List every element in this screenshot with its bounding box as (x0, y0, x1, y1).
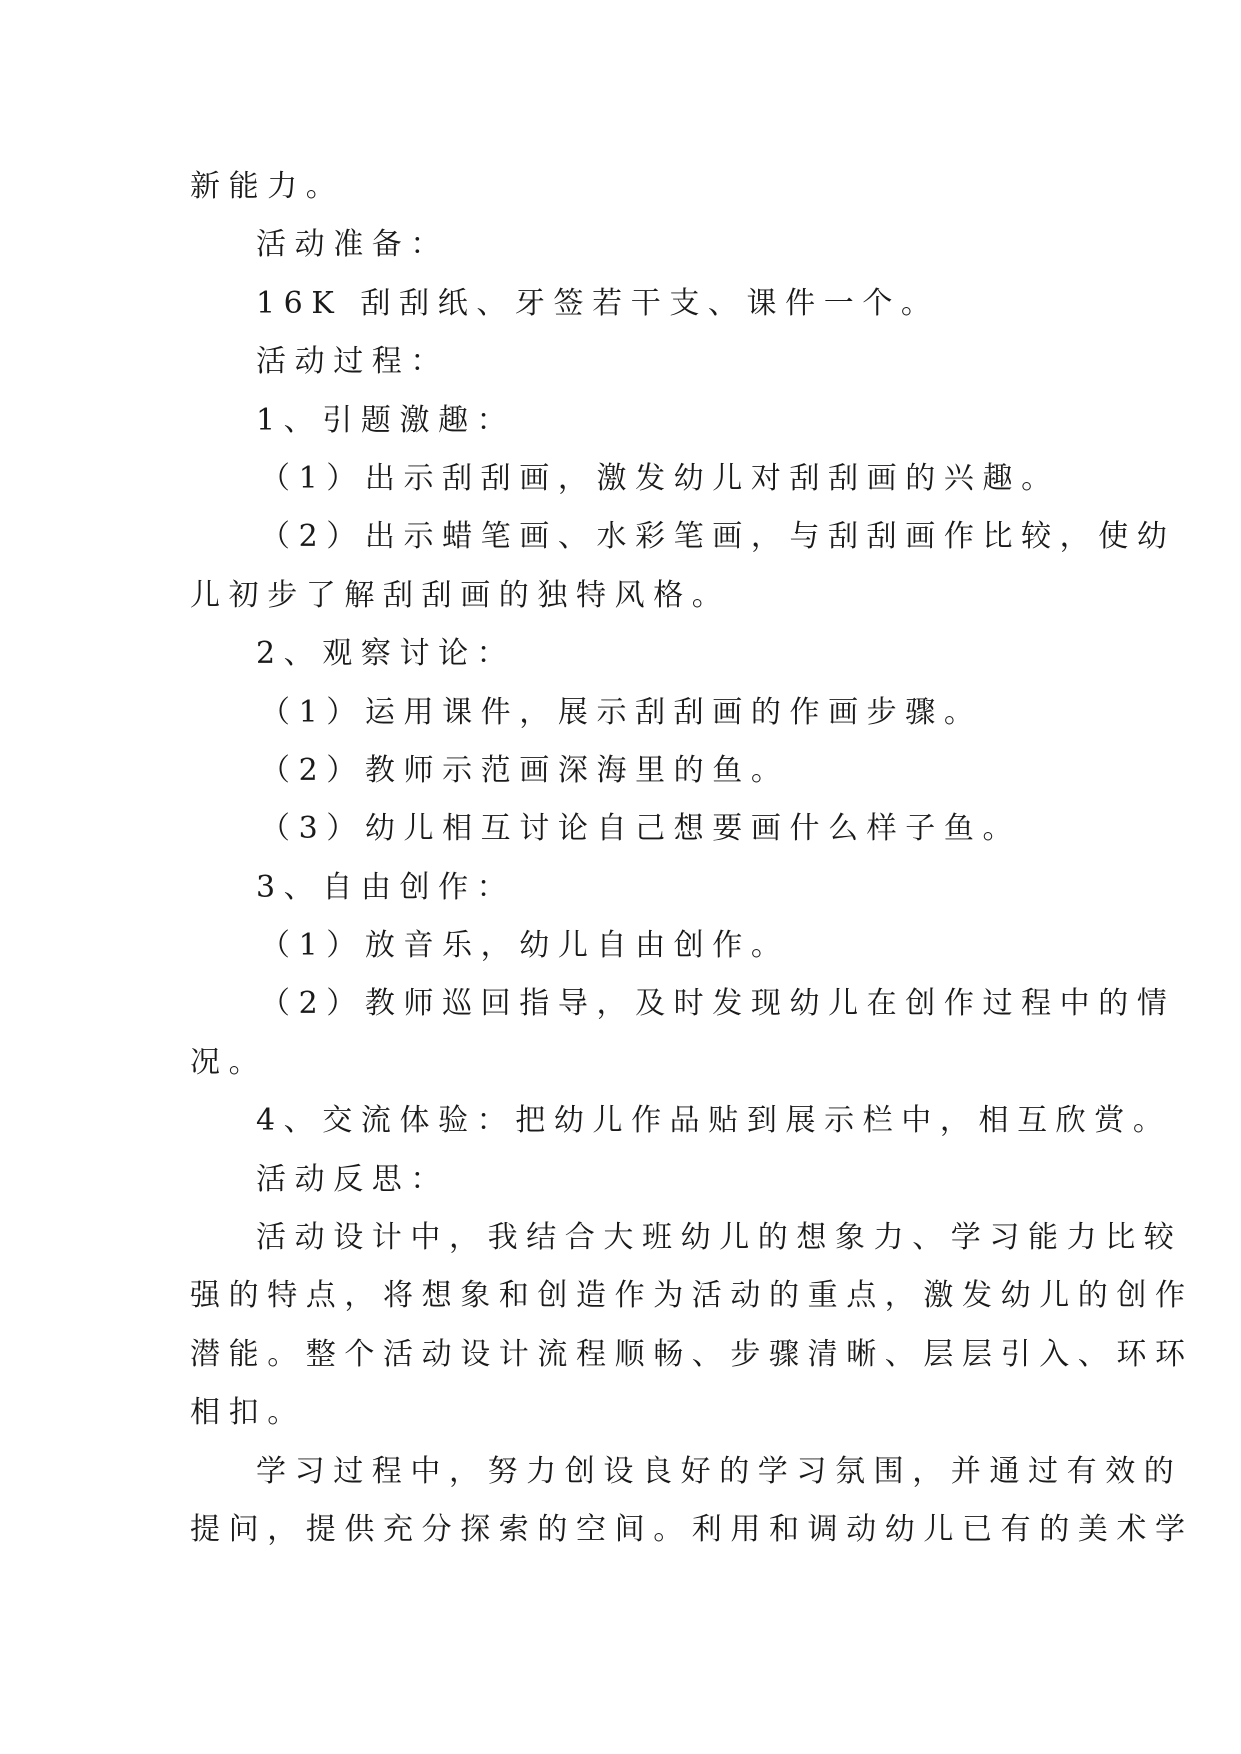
sub-step: （2）教师示范画深海里的鱼。 (260, 752, 790, 788)
document-body (190, 158, 1194, 1559)
sub-step: （1）运用课件，展示刮刮画的作画步骤。 (260, 694, 983, 730)
section-heading-process: 活动过程： (256, 344, 449, 380)
step-heading: 3、自由创作： (256, 869, 516, 905)
sub-step: （1）放音乐，幼儿自由创作。 (260, 928, 790, 964)
step-heading: 4、交流体验：把幼儿作品贴到展示栏中，相互欣赏。 (256, 1103, 1172, 1139)
paragraph-line: 学习过程中，努力创设良好的学习氛围，并通过有效的 (256, 1453, 1183, 1489)
sub-step: （1）出示刮刮画，激发幼儿对刮刮画的兴趣。 (260, 460, 1060, 496)
paragraph-line: 提问，提供充分探索的空间。利用和调动幼儿已有的美术学 (190, 1511, 1194, 1547)
section-heading-preparation: 活动准备： (256, 227, 449, 263)
sub-step: （2）出示蜡笔画、水彩笔画，与刮刮画作比较，使幼 (260, 519, 1176, 555)
text-line: 儿初步了解刮刮画的独特风格。 (190, 577, 731, 613)
text-line: 新能力。 (190, 169, 345, 204)
step-heading: 2、观察讨论： (256, 636, 516, 672)
paragraph-line: 相扣。 (190, 1395, 306, 1431)
sub-step: （3）幼儿相互讨论自己想要画什么样子鱼。 (260, 811, 1022, 847)
paragraph-line: 活动设计中，我结合大班幼儿的想象力、学习能力比较 (256, 1220, 1183, 1256)
sub-step: （2）教师巡回指导，及时发现幼儿在创作过程中的情 (260, 986, 1176, 1022)
paragraph-line: 潜能。整个活动设计流程顺畅、步骤清晰、层层引入、环环 (190, 1336, 1194, 1372)
section-heading-reflection: 活动反思： (256, 1161, 449, 1197)
text-line: 况。 (190, 1044, 268, 1080)
paragraph-line: 强的特点，将想象和创造作为活动的重点，激发幼儿的创作 (190, 1278, 1194, 1314)
text-line: 16K 刮刮纸、牙签若干支、课件一个。 (256, 285, 940, 321)
step-heading: 1、引题激趣： (256, 402, 516, 438)
